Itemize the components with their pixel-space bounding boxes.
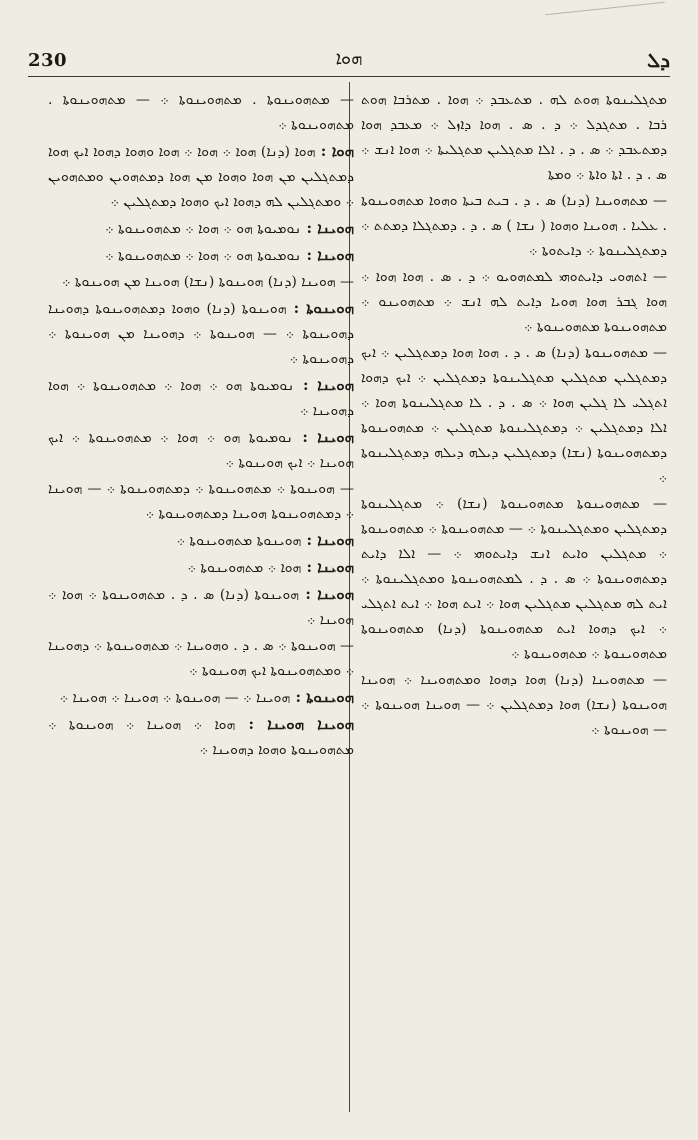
- dictionary-entry: [48, 555, 354, 581]
- dictionary-entry: [48, 296, 354, 372]
- entry-text: — ܗܘܝܢܘܬܐ ܀ ܣ . ܕ . ܘܗܘܝܢܐ ܀ ܡܬܗܘܝܢܘܬܐ ܀ ܕܗܘܝܢܐ ܀ ܘܡܬܗܘܝܢܘܬܐ ܐܝܟ ܗܘܝܢܘܬܐ ܀: [48, 638, 354, 679]
- entry-text: ܗܘܝܢܘܬܐ ܡܬܗܘܝܢܘܬܐ ܀: [176, 533, 302, 549]
- entry-text: ܗܘܝܢܘܬܐ (ܕܢܐ) ܘܗܘܐ ܕܡܬܗܘܝܢܘܬܐ ܕܗܘܝܢܐ ܕܗܘܝܢܘܬܐ ܀ — ܗܘܝܢܘܬܐ ܀ ܕܗܘܝܢܐ ܡܢ ܗܘܝܢܘܬܐ ܀ ܕܗܘܝܢܘܬܐ ܀: [48, 301, 354, 367]
- dictionary-entry: [361, 265, 667, 340]
- entry-text: ܢܘܡܝܘܬܐ ܗܘ ܀ ܗܘܐ ܀ ܡܬܗܘܝܢܘܬܐ ܀: [105, 221, 302, 237]
- entry-text: ܗܘܐ ܀ ܡܬܗܘܝܢܘܬܐ ܀: [187, 560, 302, 576]
- entry-lemma: ܗܘܝܢܐ :: [301, 558, 354, 576]
- entry-lemma: ܗܘܝܢܐ :: [301, 531, 354, 549]
- entry-text: ܢܘܡܝܘܬܐ ܗܘ ܀ ܗܘܐ ܀ ܡܬܗܘܝܢܘܬܐ ܀: [105, 248, 302, 264]
- dictionary-entry: [48, 88, 354, 138]
- running-head-right: ܕܠ: [647, 48, 670, 72]
- entry-lemma: ܗܘܝܢܐ :: [301, 246, 354, 264]
- scan-artifact-line: [545, 2, 664, 16]
- entry-lemma: ܗܘܝܢܘܬܐ :: [290, 688, 354, 706]
- dictionary-entry: [48, 634, 354, 684]
- entry-lemma: ܗܘܝܢܐ :: [301, 219, 354, 237]
- entry-text: ܗܘܐ (ܕܢܐ) ܗܘܐ ܀ ܗܘܐ ܀ ܗܘܐ ܘܗܘܐ ܕܗܘܐ ܐܝܟ ܗܘܐ ܕܡܬܓܠܝܢ ܡܢ ܗܘܐ ܘܗܘܐ ܡܢ ܗܘܐ ܕܡܬܗܘܝܢ ܘܡܬܗܘܝܢ ܀ ܘܡܬܓܠܝܢ ܠܗ ܕܗܘܐ ܐܝܟ ܘܗܘܐ ܕܡܬܓܠܝܢ ܀: [48, 144, 354, 210]
- entry-text: — ܡܬܗܘܝܢܐ (ܕܢܐ) ܗܘܐ ܕܗܘܐ ܘܡܬܗܘܝܢܐ ܀ ܗܘܝܢܐ ܗܘܝܢܘܬܐ (ܢܫܐ) ܗܘܐ ܕܡܬܓܠܝܢ ܀ — ܗܘܝܢܐ ܗܘܝܢܘܬܐ ܀ — ܗܘܝܢܘܬܐ ܀: [361, 672, 667, 738]
- dictionary-entry: [48, 373, 354, 424]
- entry-text: — ܗܘܝܢܘܬܐ ܀ ܡܬܗܘܝܢܘܬܐ ܀ ܕܡܬܗܘܝܢܘܬܐ ܀ — ܗܘܝܢܐ ܀ ܕܡܬܗܘܝܢܘܬܐ ܗܘܝܢܐ ܕܡܬܗܘܝܢܘܬܐ ܀: [48, 481, 354, 522]
- entry-text: — ܡܬܗܘܝܢܘܬܐ . ܡܬܗܘܝܢܘܬܐ ܀ — ܡܬܗܘܝܢܘܬܐ . ܡܬܗܘܝܢܘܬܐ ܀: [48, 92, 354, 133]
- dictionary-entry: [48, 477, 354, 527]
- dictionary-entry: [48, 216, 354, 242]
- dictionary-entry: [48, 243, 354, 269]
- entry-text: — ܗܘܝܢܐ (ܕܢܐ) ܗܘܝܢܘܬܐ (ܢܫܐ) ܗܘܝܢܐ ܡܢ ܗܘܝܢܘܬܐ ܀: [62, 274, 354, 290]
- running-head: ܗܘܐ: [335, 48, 363, 69]
- entry-text: ܗܘܝܢܐ ܀ — ܗܘܝܢܘܬܐ ܀ ܗܘܝܢܐ ܀ ܗܘܝܢܐ ܀: [59, 690, 291, 706]
- dictionary-entry: [361, 88, 667, 188]
- dictionary-entry: [48, 685, 354, 711]
- entry-text: ܢܘܡܝܘܬܐ ܗܘ ܀ ܗܘܐ ܀ ܡܬܗܘܝܢܘܬܐ ܀ ܗܘܐ ܕܗܘܝܢܐ ܀: [48, 378, 354, 419]
- page-number: 230: [28, 50, 68, 71]
- dictionary-entry: [48, 582, 354, 633]
- entry-lemma: ܗܘܝܢܘܬܐ :: [286, 299, 354, 317]
- dictionary-entry: [361, 189, 667, 264]
- entry-text: — ܐܬܗܘܝ ܕܐܝܬܘܗܝ ܠܡܬܗܘܝܘ ܀ ܕ . ܣ . ܗܘܐ ܗܘܐ ܀ ܗܘܐ ܓܒܪ ܗܘܐ ܗܘܝܐ ܕܐܝܬ ܠܗ ܐܢܫ ܀ ܡܬܗܘܝܢܘ ܀ ܡܬܗܘܝܢܘܬܐ ܡܬܗܘܝܢܘܬܐ ܀: [361, 269, 667, 335]
- entry-lemma: ܗܘܝܢܐ :: [299, 585, 354, 603]
- entry-lemma: ܗܘܝܢܐ ܗܘܝܢܐ :: [235, 715, 354, 733]
- dictionary-entry: [361, 341, 667, 491]
- entry-text: ܡܬܓܠܝܢܘܬܐ ܗܘܬ ܠܗ . ܡܬܥܒܕ ܀ ܗܘܐ . ܡܬܪܒܐ ܗܘܬ ܪܒܐ . ܡܬܓܕܠ ܀ ܕ . ܣ . ܗܘܐ ܕܐܙܠ ܀ ܡܥܒܕ ܗܘܐ ܕܡܬܥܒܕ ܀ ܣ . ܕ . ܐܠܐ ܡܬܓܠܝܢ ܡܬܓܠܝܬܐ ܀ ܗܘܐ ܐܢܫ ܀ ܣ . ܕ . ܐܬܐ ܘܐܬܐ ܀ ܘܡܬܐ: [361, 92, 667, 183]
- entry-text: ܢܘܡܝܘܬܐ ܗܘ ܀ ܗܘܐ ܀ ܡܬܗܘܝܢܘܬܐ ܀ ܐܝܟ ܗܘܝܢܐ ܀ ܐܝܟ ܗܘܝܢܘܬܐ ܀: [48, 430, 354, 471]
- dictionary-entry: [48, 425, 354, 476]
- right-column: [361, 88, 667, 1118]
- entry-text: ܗܘܐ ܀ ܗܘܝܢܐ ܀ ܗܘܝܢܘܬܐ ܀ ܡܬܗܘܝܢܘܬܐ ܘܗܘܐ ܕܗܘܝܢܐ ܀: [48, 717, 354, 758]
- entry-text: — ܡܬܗܘܝܢܘܬܐ ܡܬܗܘܝܢܘܬܐ (ܢܫܐ) ܀ ܡܬܓܠܝܢܘܬܐ ܕܡܬܓܠܝܢ ܘܡܬܓܠܝܢܘܬܐ ܀ — ܡܬܗܘܝܢܘܬܐ ܀ ܡܬܗܘܝܢܘܬܐ ܀ ܡܬܓܠܝܢ ܘܐܝܬ ܐܢܫ ܕܐܝܬܘܗܝ ܀ — ܐܠܐ ܕܐܝܬ ܕܡܬܗܘܝܢܘܬܐ ܀ ܣ . ܕ . ܠܡܬܗܘܝܢܘܬܐ ܘܡܬܓܠܝܢܘܬܐ ܀ ܐܝܬ ܠܗ ܡܬܓܠܝܢ ܡܬܓܠܝܢ ܗܘܐ ܀ ܐܝܬ ܗܘܐ ܀ ܐܝܬ ܐܬܓܠܝ ܀ ܐܝܟ ܕܗܘܐ ܐܝܬ ܡܬܗܘܝܢܘܬܐ (ܕܢܐ) ܡܬܗܘܝܢܘܬܐ ܡܬܗܘܝܢܘܬܐ ܀ ܡܬܗܘܝܢܘܬܐ ܀: [361, 496, 667, 662]
- entry-text: — ܡܬܗܘܝܢܘܬܐ (ܕܢܐ) ܣ . ܕ . ܗܘܐ ܗܘܐ ܕܡܬܓܠܝܢ ܀ ܐܝܟ ܕܡܬܓܠܝܢ ܡܬܓܠܝܢ ܡܬܓܠܝܢܘܬܐ ܕܡܬܓܠܝܢ ܀ ܐܝܟ ܕܗܘܐ ܐܬܓܠܝ ܠܐ ܓܠܝܢ ܗܘܐ ܀ ܣ . ܕ . ܠܐ ܡܬܓܠܝܢܘܬܐ ܗܘܐ ܀ ܐܠܐ ܕܡܬܓܠܝܢ ܀ ܕܡܬܓܠܝܢܘܬܐ ܡܬܓܠܝܢ ܀ ܡܬܗܘܝܢܘܬܐ ܕܡܬܗܘܝܢܘܬܐ (ܢܫܐ) ܕܡܬܓܠܝܢ ܕܝܠܗ ܕܝܠܗ ܕܡܬܓܠܝܢܘܬܐ ܀: [361, 345, 667, 486]
- page-header: [28, 44, 670, 78]
- dictionary-entry: [48, 270, 354, 295]
- entry-text: ܗܘܝܢܘܬܐ (ܕܢܐ) ܣ . ܕ . ܡܬܗܘܝܢܘܬܐ ܀ ܗܘܐ ܀ ܗܘܝܢܐ ܀: [48, 587, 354, 628]
- dictionary-entry: [361, 492, 667, 667]
- left-column: [48, 88, 354, 1118]
- dictionary-entry: [361, 668, 667, 743]
- entry-text: — ܡܬܗܘܝܢܐ (ܕܢܐ) ܣ . ܕ . ܒܝܬ ܒܝܬܐ ܘܗܘܐ ܡܬܗܘܝܢܘܬܐ . ܥܠܝܐ . ܗܘܝܢܐ ܘܗܘܐ ( ܢܫܐ ) ܣ . ܕ . ܕܡܬܓܠܐ ܕܡܬܬ ܀ ܕܡܬܓܠܝܢܘܬܐ ܀ ܕܐܝܬܘܬܐ ܀: [361, 193, 667, 259]
- dictionary-entry: [48, 712, 354, 763]
- header-rule: [28, 76, 670, 77]
- entry-lemma: ܗܘܐ :: [315, 142, 354, 160]
- entry-lemma: ܗܘܝܢܐ :: [294, 376, 354, 394]
- entry-lemma: ܗܘܝܢܐ :: [292, 428, 354, 446]
- dictionary-entry: [48, 139, 354, 215]
- dictionary-entry: [48, 528, 354, 554]
